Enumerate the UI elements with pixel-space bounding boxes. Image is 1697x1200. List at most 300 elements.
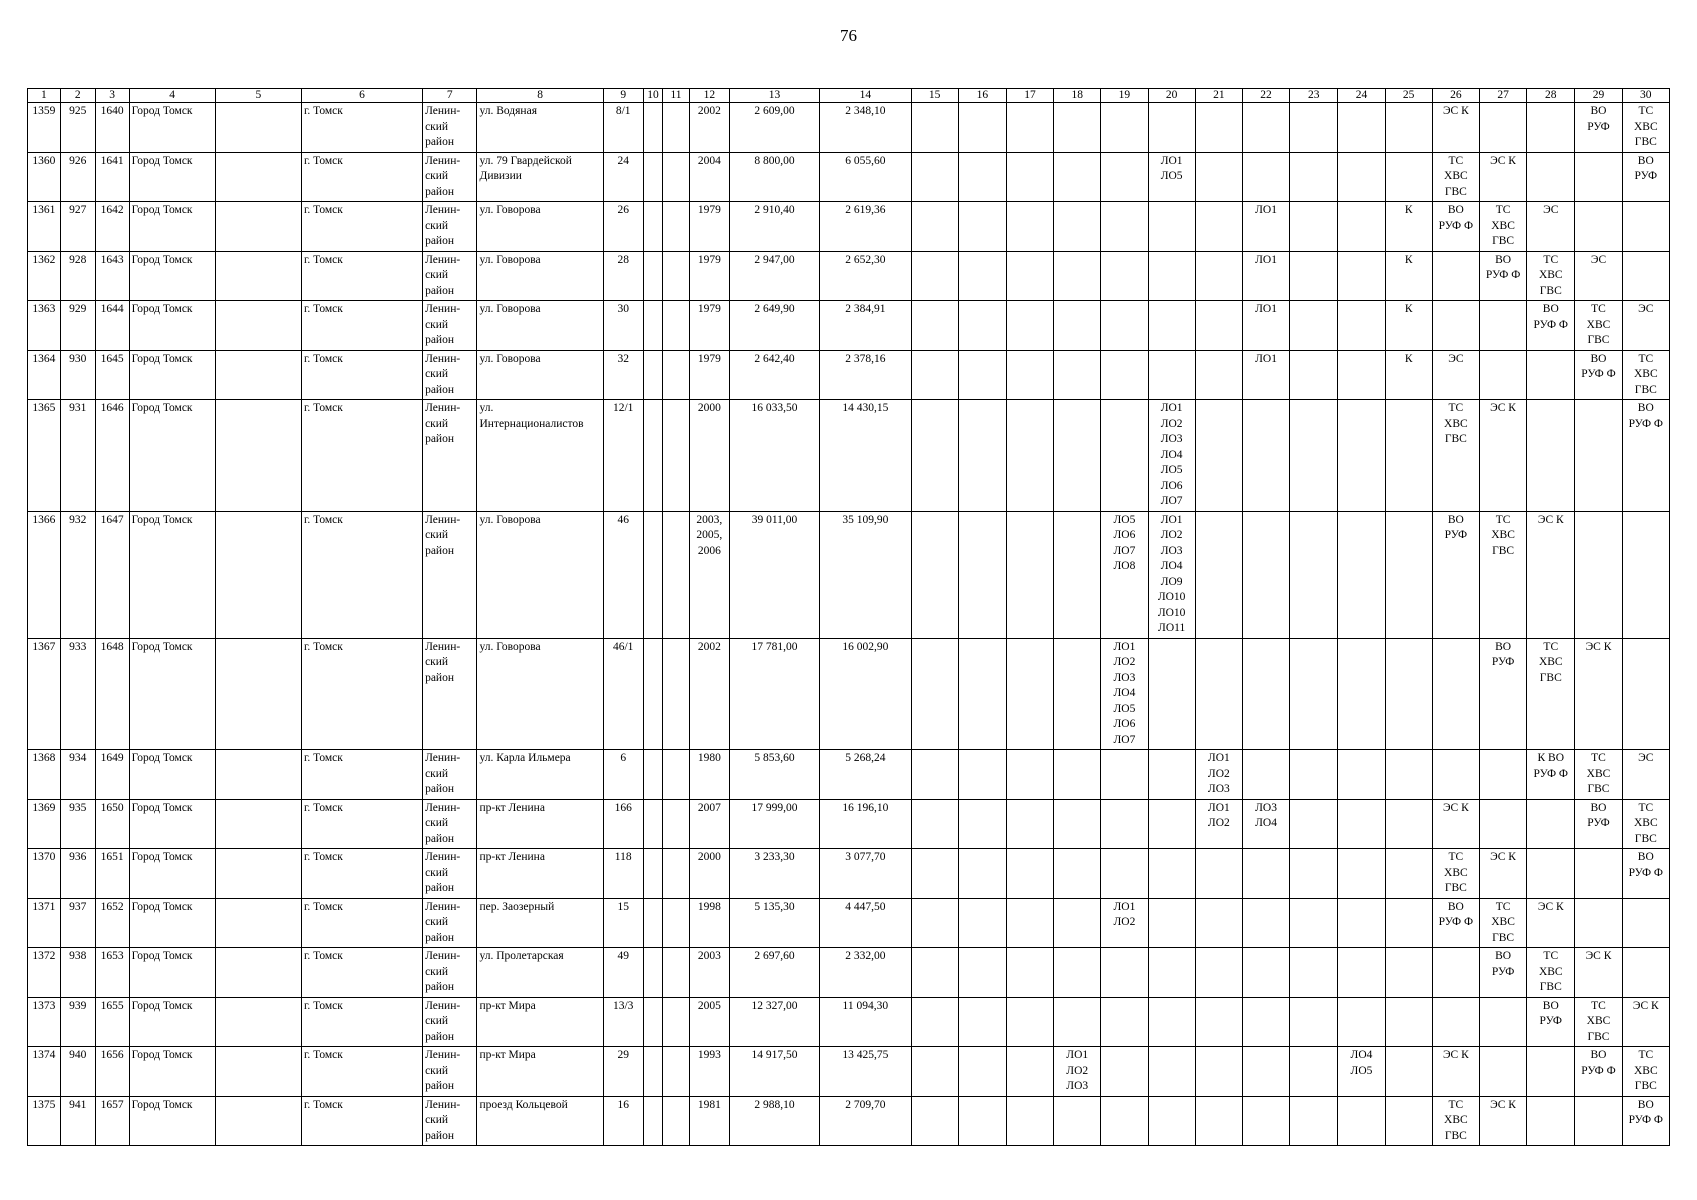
table-cell: [958, 849, 1006, 899]
table-cell: [1195, 997, 1242, 1047]
table-row: [28, 1047, 1670, 1097]
table-cell: [1054, 750, 1101, 800]
column-header: 2: [60, 89, 95, 103]
table-cell: 2 697,60: [729, 948, 819, 998]
table-cell: ВО РУФ Ф: [1432, 202, 1479, 252]
table-cell: ЭС К: [1432, 103, 1479, 153]
table-cell: [958, 511, 1006, 638]
table-cell: Город Томск: [129, 400, 215, 512]
table-cell: г. Томск: [301, 152, 422, 202]
table-cell: [1338, 202, 1385, 252]
table-cell: [1527, 400, 1575, 512]
table-cell: [1385, 799, 1432, 849]
table-cell: 1374: [28, 1047, 61, 1097]
table-cell: [1338, 1096, 1385, 1146]
table-cell: [215, 750, 301, 800]
table-cell: 938: [60, 948, 95, 998]
table-cell: 936: [60, 849, 95, 899]
table-cell: г. Томск: [301, 103, 422, 153]
table-cell: [215, 350, 301, 400]
table-cell: Ленин- ский район: [423, 103, 477, 153]
table-cell: 118: [603, 849, 643, 899]
table-cell: [1006, 202, 1053, 252]
table-cell: Город Томск: [129, 948, 215, 998]
table-cell: ТС ХВС ГВС: [1622, 103, 1669, 153]
table-cell: [1242, 103, 1289, 153]
table-cell: ЭС К: [1622, 997, 1669, 1047]
table-cell: ЛО1 ЛО2: [1101, 898, 1148, 948]
column-header: 15: [911, 89, 958, 103]
table-cell: [1101, 948, 1148, 998]
table-cell: [1054, 251, 1101, 301]
table-cell: [643, 1047, 662, 1097]
table-cell: 1651: [95, 849, 129, 899]
table-cell: 2 988,10: [729, 1096, 819, 1146]
table-cell: [643, 1096, 662, 1146]
table-cell: [1527, 849, 1575, 899]
table-cell: [958, 103, 1006, 153]
table-cell: 5 268,24: [820, 750, 911, 800]
table-cell: [1195, 103, 1242, 153]
table-cell: [1148, 849, 1195, 899]
table-cell: ВО РУФ: [1575, 799, 1622, 849]
table-cell: [1338, 152, 1385, 202]
table-cell: [911, 1047, 958, 1097]
table-cell: [1148, 799, 1195, 849]
table-cell: 2002: [689, 638, 729, 750]
table-cell: [1527, 152, 1575, 202]
table-cell: ТС ХВС ГВС: [1432, 849, 1479, 899]
table-cell: [958, 997, 1006, 1047]
table-cell: г. Томск: [301, 251, 422, 301]
table-cell: ЭС К: [1432, 799, 1479, 849]
table-cell: ЭС К: [1527, 898, 1575, 948]
table-cell: [1290, 301, 1338, 351]
table-cell: [643, 350, 662, 400]
table-cell: [1527, 350, 1575, 400]
table-cell: [1479, 301, 1526, 351]
table-cell: 1653: [95, 948, 129, 998]
table-cell: ТС ХВС ГВС: [1479, 898, 1526, 948]
table-cell: Город Томск: [129, 251, 215, 301]
table-cell: ВО РУФ Ф: [1432, 898, 1479, 948]
table-cell: [215, 202, 301, 252]
table-cell: [1242, 948, 1289, 998]
table-cell: Ленин- ский район: [423, 400, 477, 512]
table-cell: 49: [603, 948, 643, 998]
table-cell: [1432, 251, 1479, 301]
column-header: 21: [1195, 89, 1242, 103]
table-cell: 29: [603, 1047, 643, 1097]
table-cell: [1290, 799, 1338, 849]
table-cell: ВО РУФ: [1479, 638, 1526, 750]
table-cell: [958, 638, 1006, 750]
table-row: [28, 997, 1670, 1047]
table-cell: [1290, 948, 1338, 998]
table-cell: ЛО5 ЛО6 ЛО7 ЛО8: [1101, 511, 1148, 638]
table-cell: [1054, 152, 1101, 202]
table-cell: [1290, 638, 1338, 750]
table-cell: 931: [60, 400, 95, 512]
table-cell: ЛО4 ЛО5: [1338, 1047, 1385, 1097]
table-row: [28, 103, 1670, 153]
table-cell: 2004: [689, 152, 729, 202]
table-cell: [958, 400, 1006, 512]
table-cell: 30: [603, 301, 643, 351]
table-cell: [663, 103, 690, 153]
table-cell: [911, 799, 958, 849]
table-cell: [1338, 103, 1385, 153]
table-cell: [1006, 948, 1053, 998]
table-cell: [1622, 898, 1669, 948]
table-cell: [1242, 997, 1289, 1047]
table-cell: 937: [60, 898, 95, 948]
table-cell: ул. Говорова: [477, 350, 603, 400]
table-cell: [1338, 301, 1385, 351]
table-cell: [958, 799, 1006, 849]
table-cell: [1290, 400, 1338, 512]
table-cell: [1385, 1047, 1432, 1097]
header-row: [28, 89, 1670, 103]
table-cell: 8 800,00: [729, 152, 819, 202]
table-cell: 1642: [95, 202, 129, 252]
table-cell: [1101, 103, 1148, 153]
table-cell: 930: [60, 350, 95, 400]
table-cell: 24: [603, 152, 643, 202]
table-cell: [1622, 202, 1669, 252]
table-cell: [911, 849, 958, 899]
table-cell: ЛО1: [1242, 202, 1289, 252]
table-cell: ЭС: [1622, 750, 1669, 800]
table-cell: [663, 1096, 690, 1146]
table-row: [28, 750, 1670, 800]
table-cell: [643, 997, 662, 1047]
table-cell: [1290, 750, 1338, 800]
table-cell: [1148, 898, 1195, 948]
table-cell: [1148, 638, 1195, 750]
table-cell: ВО РУФ Ф: [1622, 849, 1669, 899]
table-cell: ТС ХВС ГВС: [1479, 202, 1526, 252]
table-cell: [911, 948, 958, 998]
table-cell: [1054, 849, 1101, 899]
table-row: [28, 152, 1670, 202]
table-cell: г. Томск: [301, 511, 422, 638]
table-cell: Ленин- ский район: [423, 638, 477, 750]
table-cell: [1575, 511, 1622, 638]
table-cell: [911, 301, 958, 351]
table-cell: 16 002,90: [820, 638, 911, 750]
table-cell: [1054, 511, 1101, 638]
table-cell: [1242, 750, 1289, 800]
table-cell: [1148, 1096, 1195, 1146]
table-cell: [1006, 638, 1053, 750]
table-cell: 1980: [689, 750, 729, 800]
table-cell: 2 619,36: [820, 202, 911, 252]
table-cell: [1527, 103, 1575, 153]
table-cell: [1385, 400, 1432, 512]
table-cell: [1101, 400, 1148, 512]
table-cell: [1479, 750, 1526, 800]
table-cell: [1432, 997, 1479, 1047]
table-cell: ВО РУФ: [1575, 103, 1622, 153]
table-cell: [911, 511, 958, 638]
table-cell: [1575, 849, 1622, 899]
table-cell: [215, 301, 301, 351]
table-cell: Город Томск: [129, 638, 215, 750]
table-cell: [663, 948, 690, 998]
table-cell: [1054, 638, 1101, 750]
table-cell: г. Томск: [301, 1096, 422, 1146]
table-cell: [1054, 1096, 1101, 1146]
table-cell: ВО РУФ: [1479, 948, 1526, 998]
table-cell: 2002: [689, 103, 729, 153]
table-cell: [1054, 400, 1101, 512]
table-row: [28, 400, 1670, 512]
table-cell: [215, 898, 301, 948]
table-cell: 939: [60, 997, 95, 1047]
table-row: [28, 511, 1670, 638]
table-cell: [215, 152, 301, 202]
table-cell: ТС ХВС ГВС: [1527, 948, 1575, 998]
table-cell: ЛО1 ЛО2 ЛО3: [1195, 750, 1242, 800]
table-cell: 166: [603, 799, 643, 849]
table-cell: 46/1: [603, 638, 643, 750]
table-cell: 1655: [95, 997, 129, 1047]
table-cell: [1148, 948, 1195, 998]
table-cell: 1650: [95, 799, 129, 849]
table-cell: [1479, 350, 1526, 400]
table-cell: ул. Говорова: [477, 638, 603, 750]
table-cell: ЛО1 ЛО2 ЛО3: [1054, 1047, 1101, 1097]
table-cell: [911, 1096, 958, 1146]
table-row: [28, 251, 1670, 301]
table-cell: [958, 202, 1006, 252]
column-header: 28: [1527, 89, 1575, 103]
table-cell: [1195, 202, 1242, 252]
table-cell: [215, 103, 301, 153]
column-header: 12: [689, 89, 729, 103]
table-cell: [958, 898, 1006, 948]
table-cell: 5 135,30: [729, 898, 819, 948]
table-row: [28, 799, 1670, 849]
table-cell: [643, 638, 662, 750]
table-cell: [1195, 849, 1242, 899]
table-cell: К: [1385, 350, 1432, 400]
table-cell: [1195, 898, 1242, 948]
table-row: [28, 638, 1670, 750]
table-cell: [1432, 750, 1479, 800]
table-cell: пр-кт Ленина: [477, 849, 603, 899]
table-cell: 1372: [28, 948, 61, 998]
table-cell: [215, 1096, 301, 1146]
table-cell: [1006, 1096, 1053, 1146]
table-cell: [911, 898, 958, 948]
table-cell: г. Томск: [301, 799, 422, 849]
table-cell: [1054, 103, 1101, 153]
table-cell: 1368: [28, 750, 61, 800]
table-cell: 1363: [28, 301, 61, 351]
column-header: 22: [1242, 89, 1289, 103]
table-cell: пр-кт Мира: [477, 997, 603, 1047]
table-cell: ЛО1 ЛО2 ЛО3 ЛО4 ЛО5 ЛО6 ЛО7: [1148, 400, 1195, 512]
table-cell: [1575, 898, 1622, 948]
table-cell: ТС ХВС ГВС: [1575, 301, 1622, 351]
table-cell: ЛО1 ЛО5: [1148, 152, 1195, 202]
table-cell: [1148, 750, 1195, 800]
column-header: 19: [1101, 89, 1148, 103]
table-cell: Город Томск: [129, 350, 215, 400]
table-cell: [1195, 350, 1242, 400]
table-cell: 13 425,75: [820, 1047, 911, 1097]
table-cell: [958, 750, 1006, 800]
table-cell: 2003, 2005, 2006: [689, 511, 729, 638]
table-cell: [1006, 103, 1053, 153]
table-cell: [1622, 251, 1669, 301]
page-number: 76: [840, 26, 857, 45]
table-cell: [1338, 511, 1385, 638]
table-cell: [1432, 301, 1479, 351]
table-cell: [1385, 997, 1432, 1047]
register-table: [27, 88, 1670, 1146]
table-cell: г. Томск: [301, 997, 422, 1047]
table-cell: [1101, 350, 1148, 400]
table-cell: [1006, 350, 1053, 400]
table-cell: 2003: [689, 948, 729, 998]
table-cell: Город Томск: [129, 799, 215, 849]
column-header: 30: [1622, 89, 1669, 103]
table-cell: [643, 849, 662, 899]
table-cell: [1148, 103, 1195, 153]
table-cell: 1644: [95, 301, 129, 351]
table-cell: [643, 750, 662, 800]
table-cell: [1385, 152, 1432, 202]
table-cell: ВО РУФ Ф: [1622, 1096, 1669, 1146]
table-cell: 16: [603, 1096, 643, 1146]
table-cell: 2 649,90: [729, 301, 819, 351]
table-cell: [1338, 799, 1385, 849]
table-cell: [1006, 511, 1053, 638]
table-cell: [1242, 1096, 1289, 1146]
table-cell: ВО РУФ: [1622, 152, 1669, 202]
table-cell: ЛО1: [1242, 251, 1289, 301]
table-cell: ЛО1 ЛО2: [1195, 799, 1242, 849]
table-cell: 1641: [95, 152, 129, 202]
table-cell: [1622, 948, 1669, 998]
table-cell: Город Томск: [129, 202, 215, 252]
table-cell: [1195, 251, 1242, 301]
table-cell: ЭС К: [1479, 152, 1526, 202]
table-cell: 933: [60, 638, 95, 750]
table-cell: 2 378,16: [820, 350, 911, 400]
table-cell: [1622, 511, 1669, 638]
column-header: 26: [1432, 89, 1479, 103]
table-cell: [1148, 251, 1195, 301]
column-header: 23: [1290, 89, 1338, 103]
table-cell: ул. Карла Ильмера: [477, 750, 603, 800]
table-cell: 2 642,40: [729, 350, 819, 400]
table-cell: [1242, 1047, 1289, 1097]
table-cell: [1242, 400, 1289, 512]
table-cell: Город Томск: [129, 1096, 215, 1146]
table-cell: 1647: [95, 511, 129, 638]
table-cell: [1054, 301, 1101, 351]
column-header: 7: [423, 89, 477, 103]
table-cell: г. Томск: [301, 948, 422, 998]
table-cell: ТС ХВС ГВС: [1575, 997, 1622, 1047]
table-cell: [643, 511, 662, 638]
table-cell: [1338, 638, 1385, 750]
table-cell: [911, 350, 958, 400]
table-cell: 2000: [689, 849, 729, 899]
table-cell: ЭС К: [1527, 511, 1575, 638]
table-row: [28, 849, 1670, 899]
table-cell: [1006, 1047, 1053, 1097]
table-cell: 1993: [689, 1047, 729, 1097]
table-cell: [1290, 997, 1338, 1047]
table-cell: г. Томск: [301, 898, 422, 948]
table-cell: [911, 638, 958, 750]
table-cell: Ленин- ский район: [423, 350, 477, 400]
table-cell: 16 196,10: [820, 799, 911, 849]
table-cell: 1645: [95, 350, 129, 400]
table-cell: [1101, 202, 1148, 252]
table-cell: [1290, 152, 1338, 202]
table-cell: 1361: [28, 202, 61, 252]
table-cell: 1979: [689, 350, 729, 400]
table-cell: ТС ХВС ГВС: [1432, 152, 1479, 202]
table-cell: [1338, 750, 1385, 800]
table-cell: [1101, 152, 1148, 202]
table-cell: ЭС К: [1575, 948, 1622, 998]
table-cell: Город Томск: [129, 898, 215, 948]
table-cell: 1369: [28, 799, 61, 849]
table-cell: 39 011,00: [729, 511, 819, 638]
table-cell: [215, 849, 301, 899]
table-cell: [663, 1047, 690, 1097]
table-cell: [1385, 849, 1432, 899]
column-header: 24: [1338, 89, 1385, 103]
table-cell: 2 652,30: [820, 251, 911, 301]
table-cell: [1101, 849, 1148, 899]
table-cell: ВО РУФ: [1432, 511, 1479, 638]
table-cell: [643, 301, 662, 351]
table-cell: ЛО1: [1242, 301, 1289, 351]
table-cell: [1290, 511, 1338, 638]
table-cell: [1101, 251, 1148, 301]
table-cell: 1643: [95, 251, 129, 301]
table-cell: [663, 350, 690, 400]
table-cell: 1657: [95, 1096, 129, 1146]
table-cell: 934: [60, 750, 95, 800]
table-cell: 929: [60, 301, 95, 351]
table-cell: г. Томск: [301, 1047, 422, 1097]
table-cell: [1575, 400, 1622, 512]
table-cell: [663, 799, 690, 849]
table-cell: [1338, 350, 1385, 400]
table-cell: 2 709,70: [820, 1096, 911, 1146]
table-cell: ул. Пролетарская: [477, 948, 603, 998]
table-cell: ЛО1: [1242, 350, 1289, 400]
table-cell: [1195, 948, 1242, 998]
table-cell: ВО РУФ Ф: [1575, 350, 1622, 400]
table-cell: [643, 251, 662, 301]
table-cell: [1195, 511, 1242, 638]
table-cell: [1148, 202, 1195, 252]
table-cell: Ленин- ский район: [423, 301, 477, 351]
table-cell: [1479, 1047, 1526, 1097]
table-cell: ЭС: [1575, 251, 1622, 301]
table-cell: 1364: [28, 350, 61, 400]
